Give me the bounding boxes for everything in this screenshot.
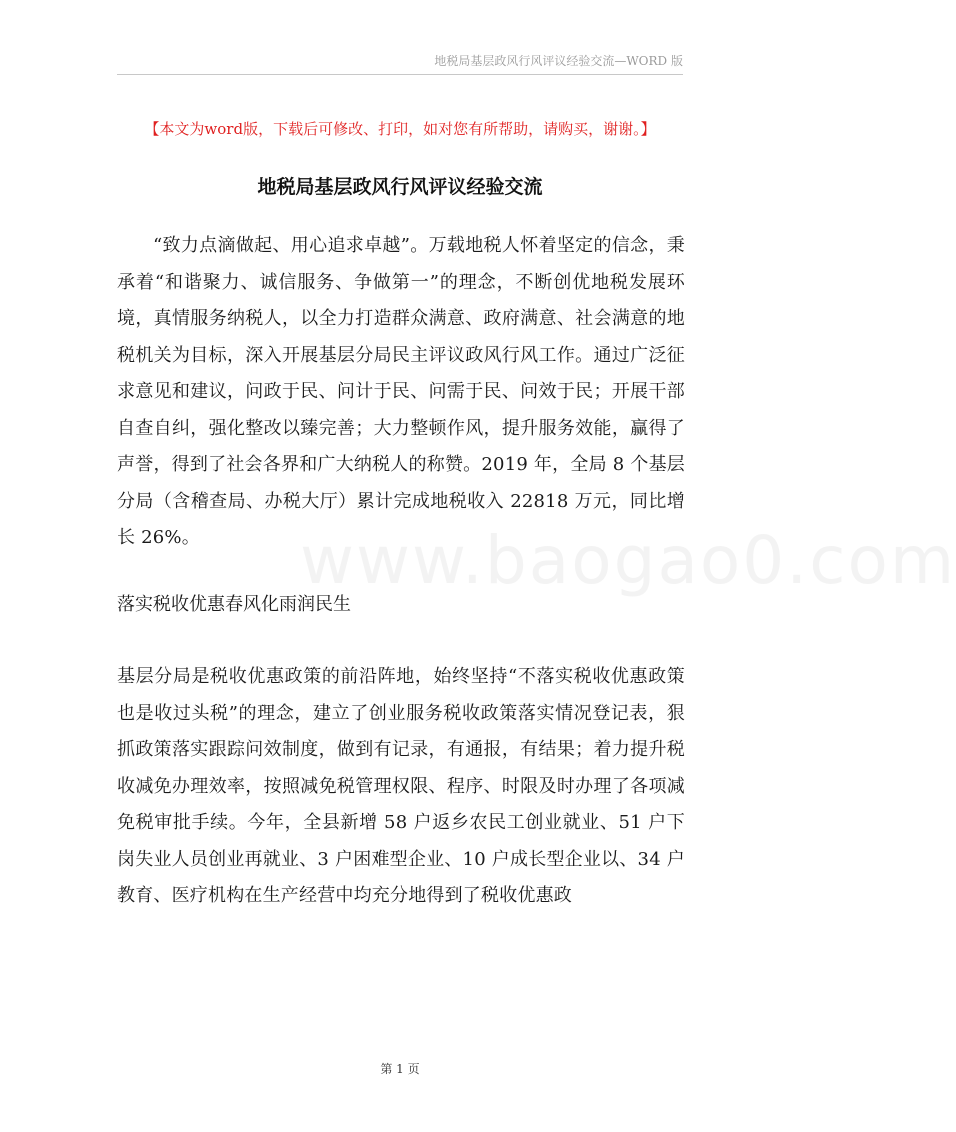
page-number: 第 1 页 [380, 1062, 420, 1076]
paragraph-spacer [117, 623, 685, 659]
header-divider [117, 74, 683, 75]
running-header: 地税局基层政风行风评议经验交流—WORD 版 [434, 54, 683, 68]
watermark-text: www.baogao0.com [300, 522, 956, 599]
document-body [117, 228, 685, 915]
download-notice: 【本文为word版，下载后可修改、打印，如对您有所帮助，请购买，谢谢。】 [144, 120, 656, 138]
paragraph-spacer [117, 557, 685, 587]
section-heading: 落实税收优惠春风化雨润民生 [117, 593, 351, 615]
document-title: 地税局基层政风行风评议经验交流 [257, 176, 543, 198]
body-paragraph-1: “致力点滴做起、用心追求卓越”。万载地税人怀着坚定的信念，秉承着“和谐聚力、诚信服务、争做第一”的理念，不断创优地税发展环境，真情服务纳税人，以全力打造群众满意、政府满意、社会满意的地税机关为目标，深入开展基层分局民主评议政风行风工作。通过广泛征求意见和建议，问政于民、问计于民、问需于民、问效于民；开展干部自查自纠，强化整改以臻完善；大力整顿作风，提升服务效能，赢得了声誉，得到了社会各界和广大纳税人的称赞。2019 年，全局 8 个基层分局（含稽查局、办税大厅）累计完成地税收入 22818 万元，同比增长 26%。 [117, 235, 685, 548]
body-paragraph-2: 基层分局是税收优惠政策的前沿阵地，始终坚持“不落实税收优惠政策也是收过头税”的理念，建立了创业服务税收政策落实情况登记表，狠抓政策落实跟踪问效制度，做到有记录，有通报，有结果；着力提升税收减免办理效率，按照减免税管理权限、程序、时限及时办理了各项减免税审批手续。今年，全县新增 58 户返乡农民工创业就业、51 户下岗失业人员创业再就业、3 户困难型企业、10 户成长型企业以、34 户教育、医疗机构在生产经营中均充分地得到了税收优惠政 [117, 666, 685, 906]
